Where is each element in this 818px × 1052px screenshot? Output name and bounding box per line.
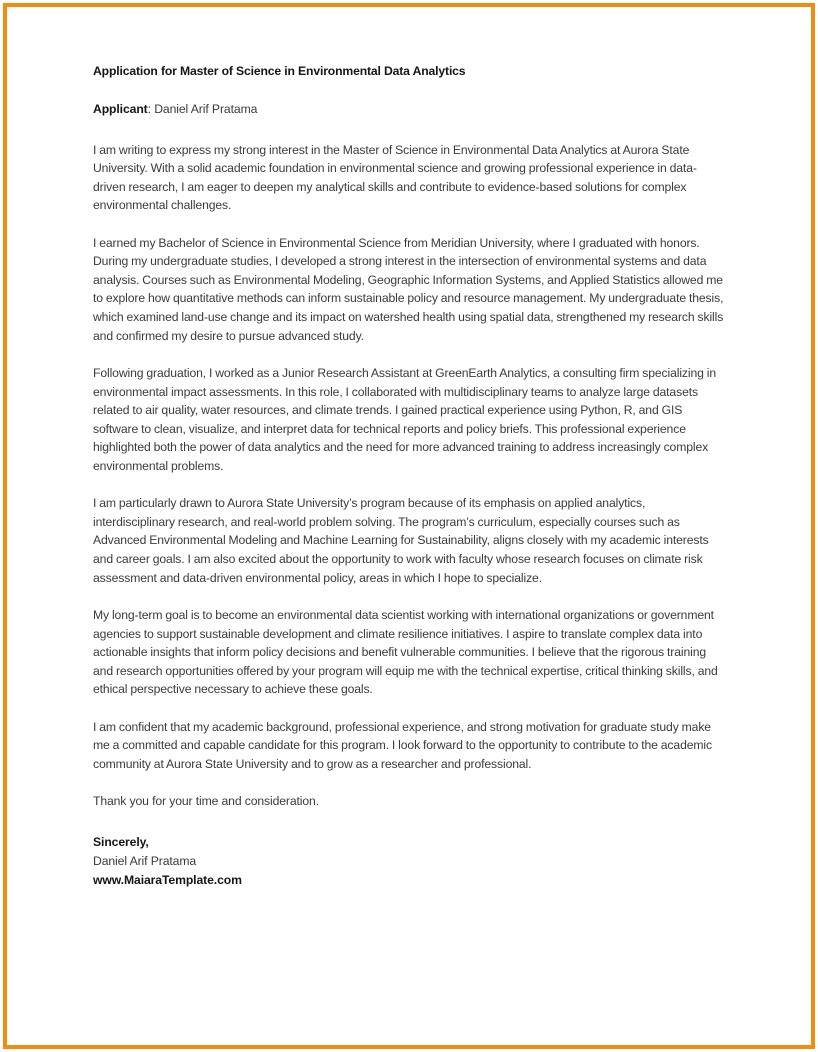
body-paragraph-3: Following graduation, I worked as a Junior Research Assistant at GreenEarth Analytics, a consulting firm specializing in environmental impact assessments. In this role, I collaborated with multidisciplinary teams to analyze large datasets related to air quality, water resources, and climate trends. I gained practical experience using Python, R, and GIS software to clean, visualize, and interpret data for technical reports and policy briefs. This professional experience highlighted both the power of data analytics and the need for more advanced training to address increasingly complex environmental problems. [93, 366, 716, 473]
applicant-line [93, 100, 725, 118]
body-paragraph-1: I am writing to express my strong interest in the Master of Science in Environmental Data Analytics at Aurora State University. With a solid academic foundation in environmental science and growing professional experience in data-driven research, I am eager to deepen my analytical skills and contribute to evidence-based solutions for complex environmental challenges. [93, 142, 697, 213]
signature-name: Daniel Arif Pratama [93, 853, 197, 868]
signature-block [93, 833, 725, 890]
body-paragraph-6: I am confident that my academic background, professional experience, and strong motivation for graduate study make me a committed and capable candidate for this program. I look forward to the opportunity to contribute to the academic community at Aurora State University and to grow as a researcher and professional. [93, 719, 712, 771]
signature-website: www.MaiaraTemplate.com [93, 872, 242, 887]
body-paragraph-5: My long-term goal is to become an environmental data scientist working with international organizations or government agencies to support sustainable development and climate resilience initiatives. I aspire to translate complex data into actionable insights that inform policy decisions and benefit vulnerable communities. I believe that the rigorous training and research opportunities offered by your program will equip me with the technical expertise, critical thinking skills, and ethical perspective necessary to achieve these goals. [93, 608, 718, 697]
applicant-separator: : [147, 102, 155, 117]
applicant-label: Applicant [93, 102, 148, 117]
body-paragraph-4: I am particularly drawn to Aurora State University’s program because of its emphasis on applied analytics, interdisciplinary research, and real-world problem solving. The program’s curriculum, especially courses such as Advanced Environmental Modeling and Machine Learning for Sustainability, aligns closely with my academic interests and career goals. I am also excited about the opportunity to work with faculty whose research focuses on climate risk assessment and data-driven environmental policy, areas in which I hope to specialize. [93, 496, 709, 585]
signature-salutation: Sincerely, [93, 835, 149, 849]
page-title: Application for Master of Science in Environmental Data Analytics [93, 64, 466, 78]
closing-thank-you: Thank you for your time and consideration. [93, 794, 319, 809]
letter-body [93, 62, 725, 890]
applicant-name: Daniel Arif Pratama [154, 102, 258, 117]
body-paragraph-2: I earned my Bachelor of Science in Environmental Science from Meridian University, where I graduated with honors. During my undergraduate studies, I developed a strong interest in the intersection of environmental systems and data analysis. Courses such as Environmental Modeling, Geographic Information Systems, and Applied Statistics allowed me to explore how quantitative methods can inform sustainable policy and resource management. My undergraduate thesis, which examined land-use change and its impact on watershed health using spatial data, strengthened my research skills and confirmed my desire to pursue advanced study. [93, 235, 724, 343]
